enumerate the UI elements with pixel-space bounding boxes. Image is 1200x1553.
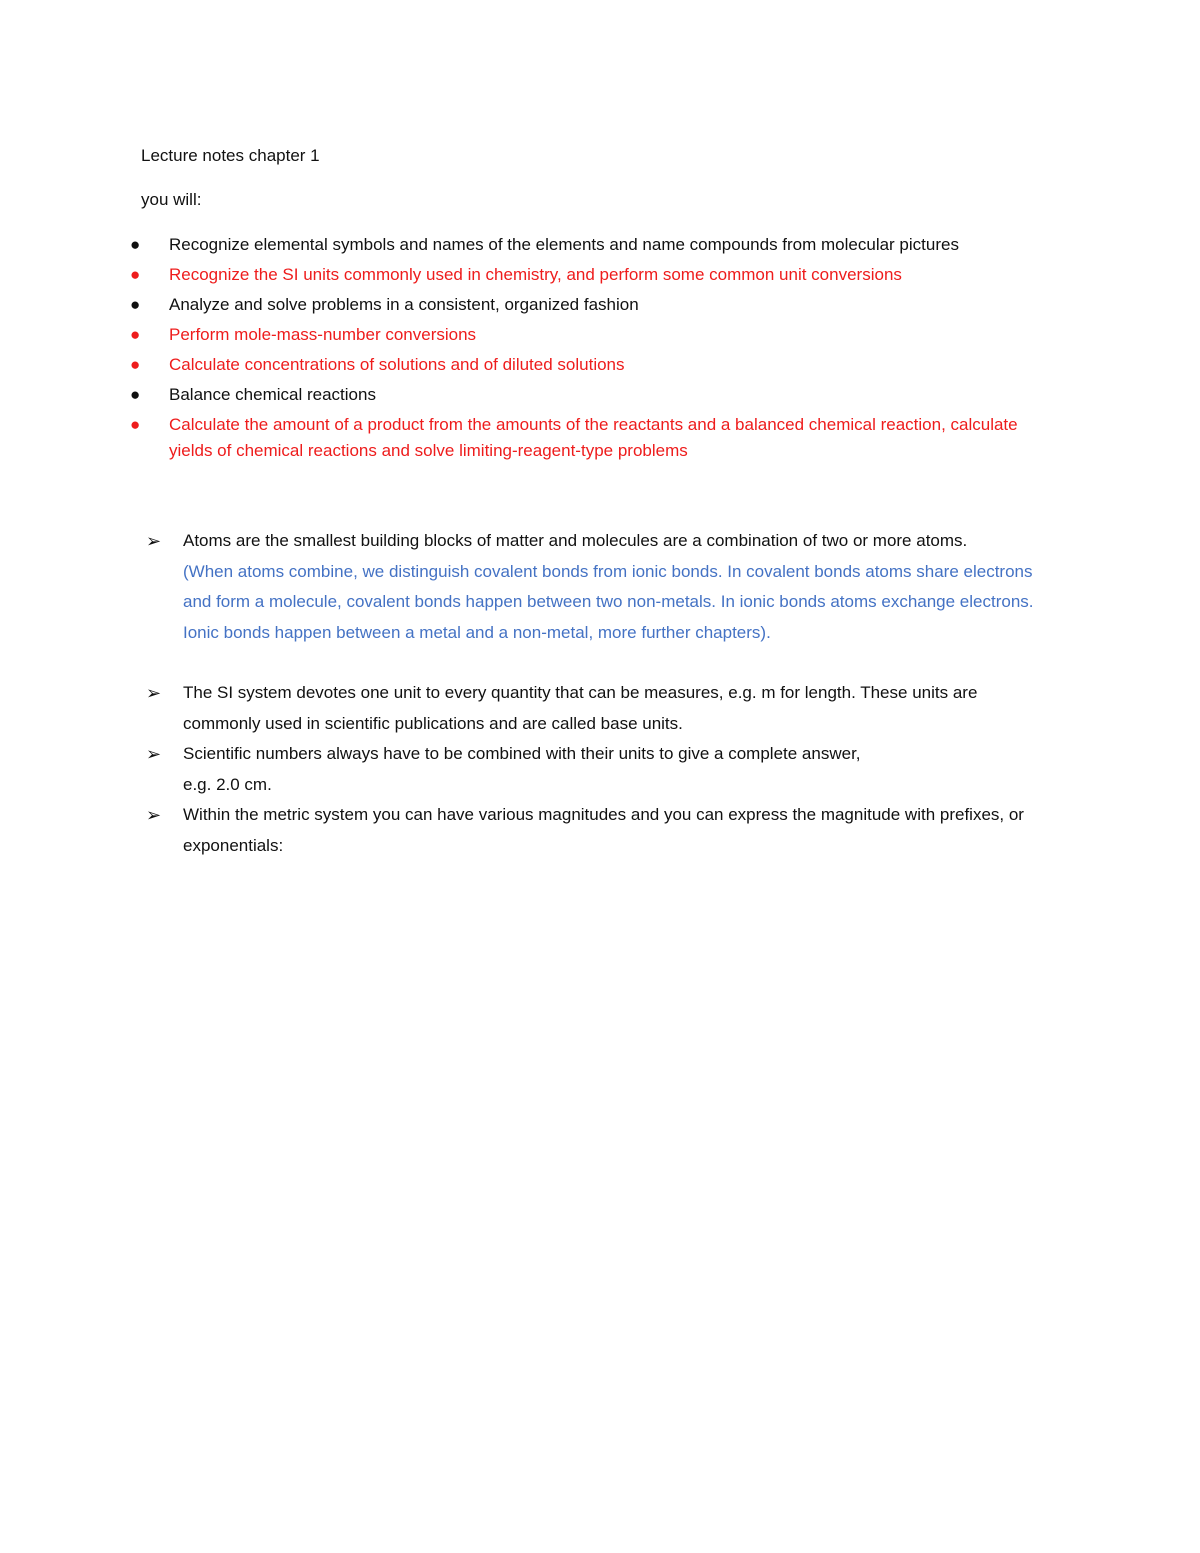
list-item bbox=[130, 292, 1030, 318]
bullet-dot-icon: ● bbox=[130, 325, 141, 344]
bullet-dot-icon: ● bbox=[130, 385, 141, 404]
list-item-text: Perform mole-mass-number conversions bbox=[169, 325, 477, 344]
objectives-list bbox=[130, 232, 1030, 468]
list-item-text: Recognize the SI units commonly used in chemistry, and perform some common unit conversions bbox=[169, 265, 902, 284]
list-item bbox=[130, 412, 1030, 464]
arrow-bullet-icon: ➢ bbox=[146, 683, 162, 703]
list-item-text: Calculate concentrations of solutions and of diluted solutions bbox=[169, 355, 625, 374]
notes-list bbox=[146, 526, 1046, 861]
note-item bbox=[146, 739, 1046, 800]
bullet-dot-icon: ● bbox=[130, 415, 141, 434]
note-item bbox=[146, 800, 1046, 861]
list-item-text: Balance chemical reactions bbox=[169, 385, 376, 404]
list-item-text: Recognize elemental symbols and names of the elements and name compounds from molecular pictures bbox=[169, 235, 959, 254]
note-text: The SI system devotes one unit to every quantity that can be measures, e.g. m for length. These units are commonly used in scientific publications and are called base units. bbox=[183, 683, 978, 733]
arrow-bullet-icon: ➢ bbox=[146, 531, 162, 551]
list-item bbox=[130, 232, 1030, 258]
bullet-dot-icon: ● bbox=[130, 235, 141, 254]
list-item-text: Calculate the amount of a product from the amounts of the reactants and a balanced chemical reaction, calculate yields of chemical reactions and solve limiting-reagent-type problems bbox=[169, 415, 1018, 460]
intro-text: you will: bbox=[141, 190, 202, 209]
note-item bbox=[146, 678, 1046, 739]
list-item bbox=[130, 352, 1030, 378]
note-text: Scientific numbers always have to be combined with their units to give a complete answer, bbox=[183, 744, 861, 763]
arrow-bullet-icon: ➢ bbox=[146, 744, 162, 764]
list-item bbox=[130, 382, 1030, 408]
list-item bbox=[130, 322, 1030, 348]
page-title: Lecture notes chapter 1 bbox=[141, 146, 320, 165]
note-item bbox=[146, 526, 1046, 648]
note-text: Within the metric system you can have various magnitudes and you can express the magnitude with prefixes, or exponentials: bbox=[183, 805, 1024, 855]
bullet-dot-icon: ● bbox=[130, 295, 141, 314]
list-item bbox=[130, 262, 1030, 288]
bullet-dot-icon: ● bbox=[130, 355, 141, 374]
note-text: Atoms are the smallest building blocks of matter and molecules are a combination of two or more atoms. bbox=[183, 531, 968, 550]
list-item-text: Analyze and solve problems in a consistent, organized fashion bbox=[169, 295, 639, 314]
note-text-example: e.g. 2.0 cm. bbox=[183, 774, 272, 794]
bullet-dot-icon: ● bbox=[130, 265, 141, 284]
arrow-bullet-icon: ➢ bbox=[146, 805, 162, 825]
note-remark: (When atoms combine, we distinguish covalent bonds from ionic bonds. In covalent bonds atoms share electrons and form a molecule, covalent bonds happen between two non-metals. In ionic bonds atoms exchange electrons. Ionic bonds happen between a metal and a non-metal, more further chapters). bbox=[183, 561, 1034, 642]
